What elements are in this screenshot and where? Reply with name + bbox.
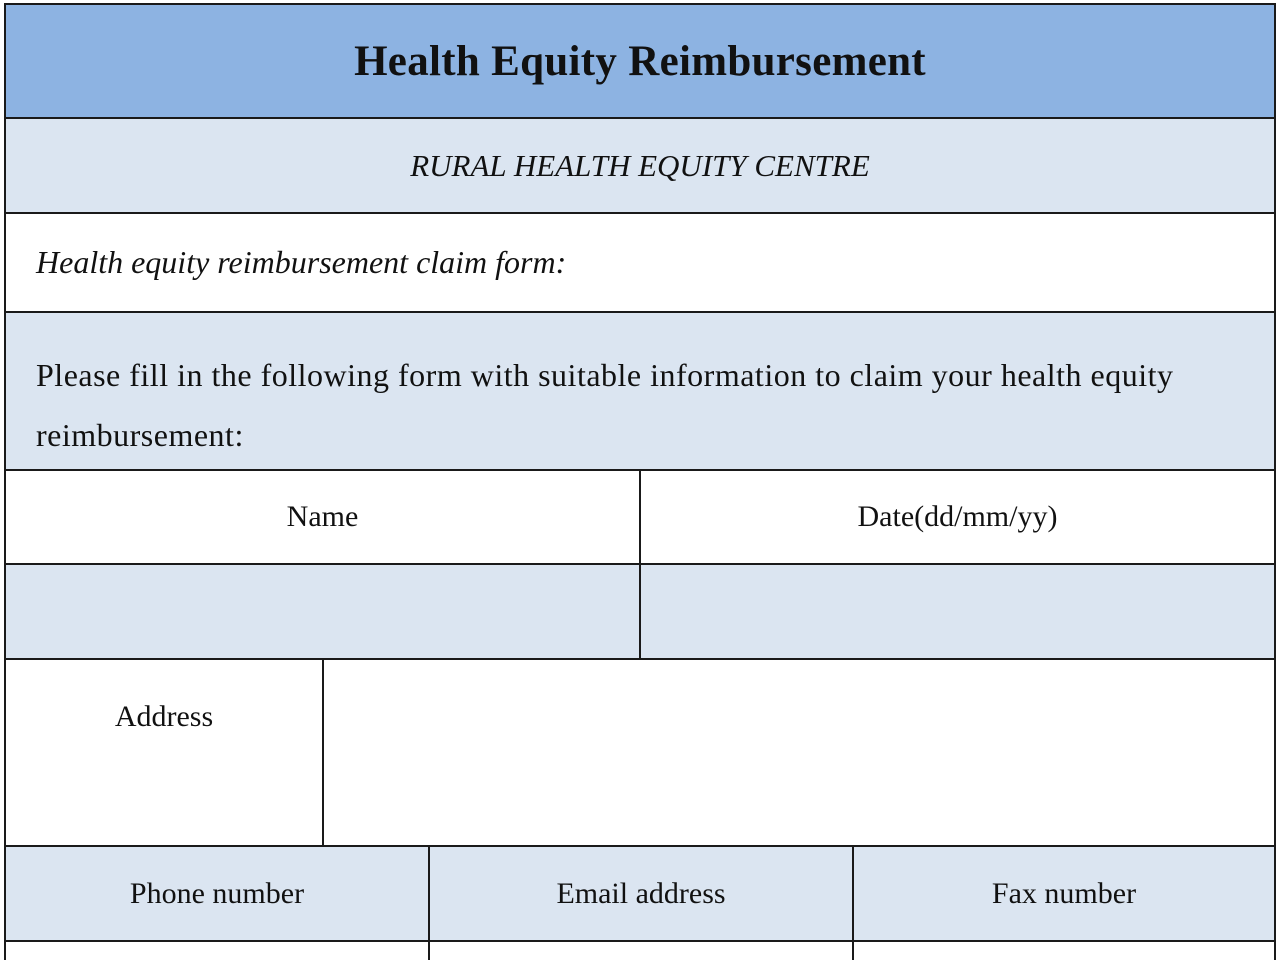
phone-label-cell (6, 847, 430, 940)
contact-header-row (6, 847, 1274, 942)
fax-label-cell (854, 847, 1274, 940)
date-input[interactable] (641, 565, 1274, 658)
claim-heading-bar (6, 214, 1274, 313)
name-label: Name (286, 500, 359, 533)
phone-input[interactable] (6, 942, 430, 960)
name-input[interactable] (6, 565, 641, 658)
reimbursement-form (4, 3, 1276, 960)
instructions-bar (6, 313, 1274, 471)
contact-input-row (6, 942, 1274, 960)
email-label: Email address (556, 876, 726, 910)
date-label: Date(dd/mm/yy) (857, 500, 1058, 533)
organization-bar (6, 119, 1274, 214)
email-label-cell (430, 847, 854, 940)
address-row (6, 660, 1274, 847)
organization-name: RURAL HEALTH EQUITY CENTRE (410, 147, 870, 183)
fax-input[interactable] (854, 942, 1274, 960)
email-input[interactable] (430, 942, 854, 960)
claim-form-heading: Health equity reimbursement claim form: (36, 244, 567, 280)
name-date-header-row (6, 471, 1274, 565)
date-label-cell (641, 471, 1274, 563)
form-title: Health Equity Reimbursement (354, 37, 926, 85)
address-label: Address (114, 700, 214, 733)
name-label-cell (6, 471, 641, 563)
name-date-input-row (6, 565, 1274, 660)
fax-label: Fax number (991, 876, 1137, 910)
phone-label: Phone number (129, 876, 305, 910)
address-label-cell (6, 660, 324, 845)
instructions-text: Please fill in the following form with suitable information to claim your health equity reimbursement: (36, 357, 1174, 453)
form-title-bar (6, 5, 1274, 119)
address-input[interactable] (324, 660, 1274, 845)
